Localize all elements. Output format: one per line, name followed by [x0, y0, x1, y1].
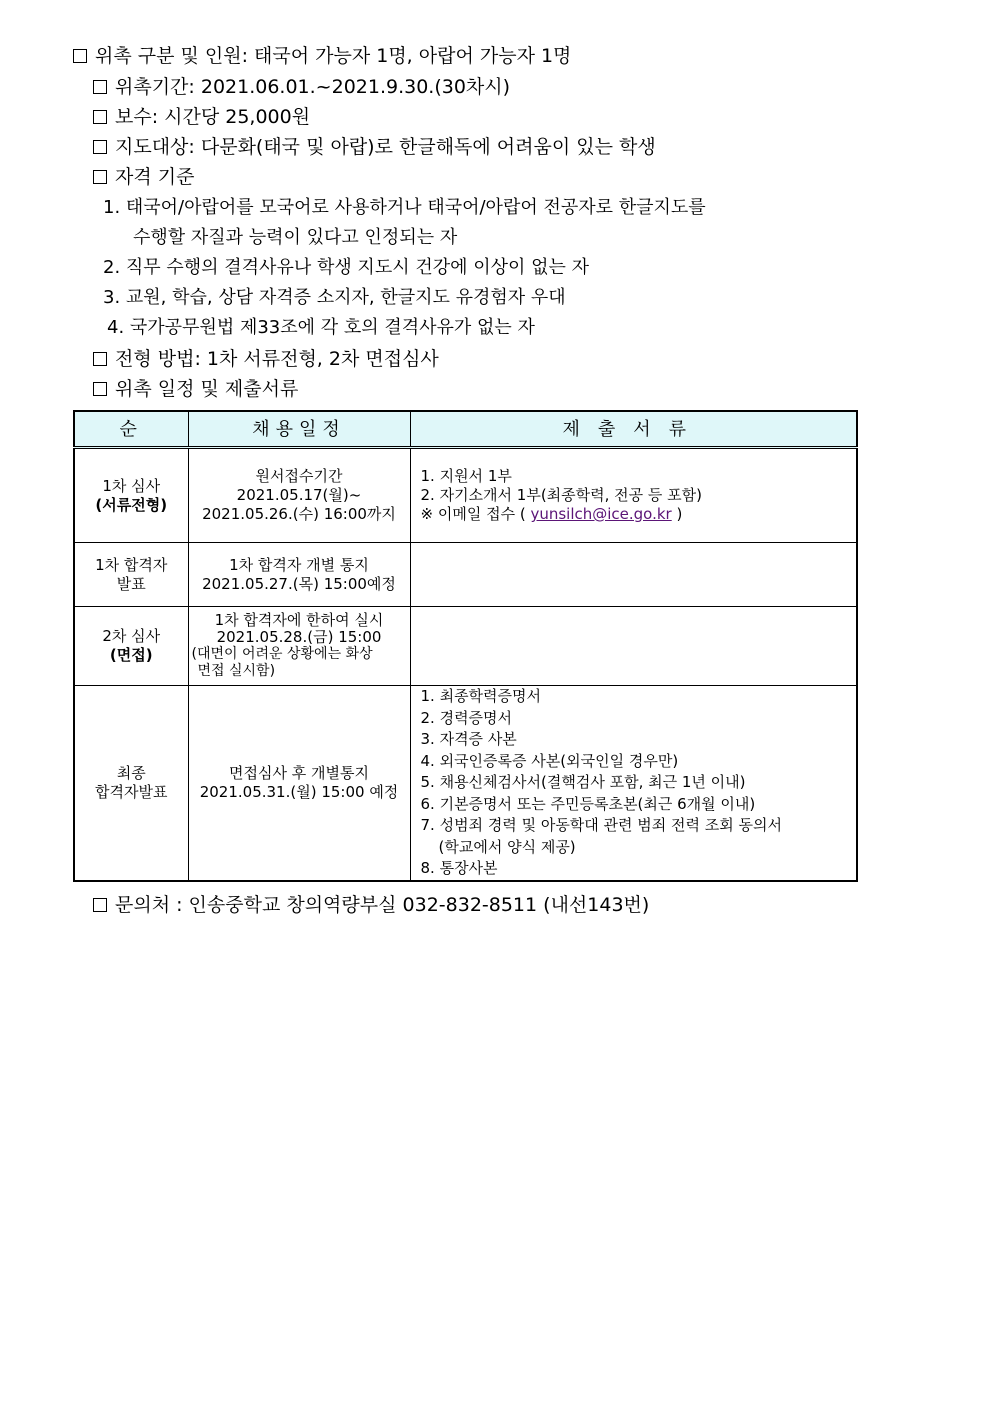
step-cell: 1차 심사 (서류전형)	[74, 448, 188, 543]
schedule-table	[73, 410, 858, 882]
qualification-item: 1. 태국어/아랍어를 모국어로 사용하거나 태국어/아랍어 전공자로 한글지도를	[103, 197, 706, 218]
schedule-cell: 면접심사 후 개별통지 2021.05.31.(월) 15:00 예정	[188, 686, 410, 881]
qualification-title: 자격 기준	[93, 165, 194, 189]
selection-line: 전형 방법: 1차 서류전형, 2차 면접심사	[93, 347, 439, 371]
step-cell: 최종 합격자발표	[74, 686, 188, 881]
documents-cell: 1. 지원서 1부 2. 자기소개서 1부(최종학력, 전공 등 포함) ※ 이메일 접수 ( yunsilch@ice.go.kr )	[410, 448, 857, 543]
contact-line: 문의처 : 인송중학교 창의역량부실 032-832-8511 (내선143번)	[93, 893, 649, 917]
documents-cell: 1. 최종학력증명서 2. 경력증명서 3. 자격증 사본 4. 외국인증록증 사본(외국인일 경우만) 5. 채용신체검사서(결핵검사 포함, 최근 1년 이내) 6. 기본증명서 또는 주민등록초본(최근 6개월 이내) 7. 성범죄 경력 및 아동학대 관련 범죄 전력 조회 동의서 (학교에서 양식 제공) 8. 통장사본	[410, 686, 857, 881]
table-row	[74, 448, 857, 543]
qualification-item: 3. 교원, 학습, 상담 자격증 소지자, 한글지도 유경험자 우대	[103, 287, 566, 308]
table-row	[74, 543, 857, 607]
category-line: 위촉 구분 및 인원: 태국어 가능자 1명, 아랍어 가능자 1명	[73, 44, 571, 68]
qualification-item: 4. 국가공무원법 제33조에 각 호의 결격사유가 없는 자	[107, 317, 535, 338]
qualification-item: 수행할 자질과 능력이 있다고 인정되는 자	[133, 227, 458, 248]
checkbox-icon	[93, 170, 107, 184]
checkbox-icon	[93, 110, 107, 124]
step-cell: 2차 심사 (면접)	[74, 607, 188, 686]
pay-line: 보수: 시간당 25,000원	[93, 105, 310, 129]
checkbox-icon	[73, 49, 87, 63]
table-row	[74, 686, 857, 881]
qualification-item: 2. 직무 수행의 결격사유나 학생 지도시 건강에 이상이 없는 자	[103, 257, 589, 278]
schedule-cell: 원서접수기간 2021.05.17(월)~ 2021.05.26.(수) 16:00까지	[188, 448, 410, 543]
checkbox-icon	[93, 352, 107, 366]
checkbox-icon	[93, 382, 107, 396]
header-documents: 제출서류	[410, 411, 857, 448]
documents-cell	[410, 543, 857, 607]
period-line: 위촉기간: 2021.06.01.~2021.9.30.(30차시)	[93, 75, 510, 99]
schedule-cell: 1차 합격자에 한하여 실시 2021.05.28.(금) 15:00 (대면이 어려운 상황에는 화상 면접 실시함)	[188, 607, 410, 686]
target-line: 지도대상: 다문화(태국 및 아랍)로 한글해독에 어려움이 있는 학생	[93, 135, 656, 159]
schedule-cell: 1차 합격자 개별 통지 2021.05.27.(목) 15:00예정	[188, 543, 410, 607]
table-header-row	[74, 411, 857, 448]
header-schedule: 채용일정	[188, 411, 410, 448]
schedule-title: 위촉 일정 및 제출서류	[93, 377, 298, 401]
header-step: 순	[74, 411, 188, 448]
documents-cell	[410, 607, 857, 686]
email-link[interactable]: yunsilch@ice.go.kr	[530, 505, 672, 523]
checkbox-icon	[93, 140, 107, 154]
step-cell: 1차 합격자 발표	[74, 543, 188, 607]
checkbox-icon	[93, 898, 107, 912]
table-row	[74, 607, 857, 686]
checkbox-icon	[93, 80, 107, 94]
